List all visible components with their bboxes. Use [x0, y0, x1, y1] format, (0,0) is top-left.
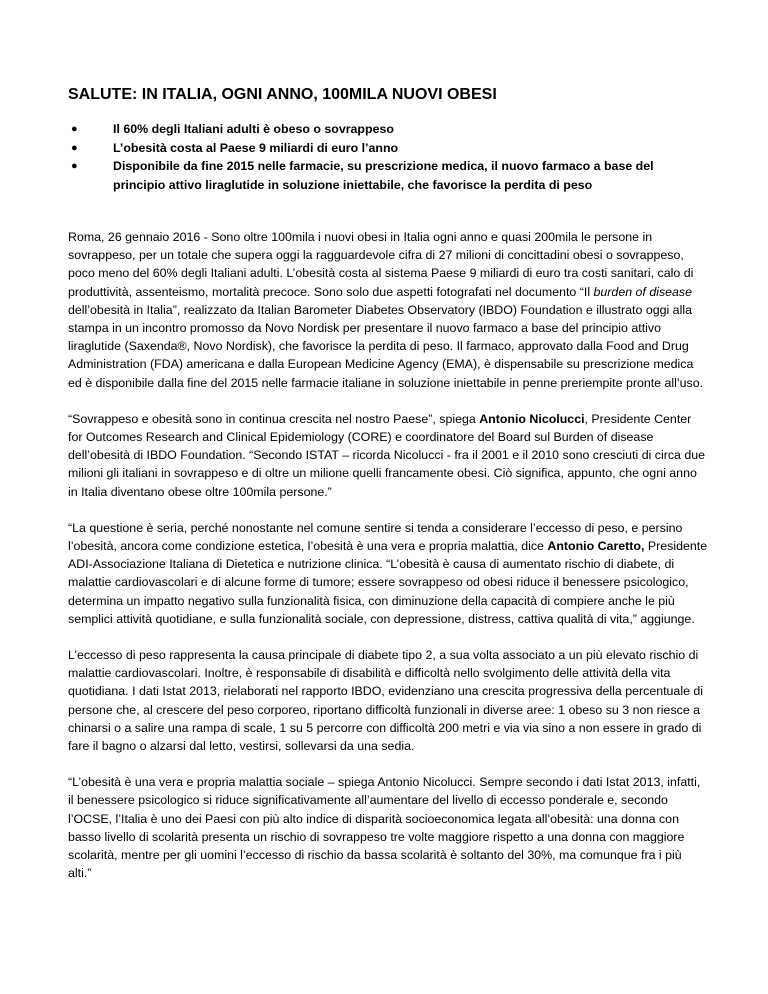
paragraph-disability: L’eccesso di peso rappresenta la causa principale di diabete tipo 2, a sua volta associato a un più elevato rischio di malattie cardiovascolari. Inoltre, è responsabile di disabilità e difficoltà nello svolgimento delle attività della vita quotidiana. I dati Istat 2013, rielaborati nel rapporto IBDO, evidenziano una crescita progressiva della percentuale di persone che, al crescere del peso corporeo, riportano difficoltà funzionali in diverse aree: 1 obeso su 3 non riesce a chinarsi o a salire una rampa di scale, 1 su 5 percorre con difficoltà 200 metri e via via sino a non essere in grado di fare il bagno o alzarsi dal letto, vestirsi, sollevarsi da una sedia.	[68, 648, 704, 754]
paragraph-text: Presidente ADI-Associazione Italiana di Dietetica e nutrizione clinica. “L’obesità è causa di aumentato rischio di diabete, di malattie cardiovascolari e di alcune forme di tumore; essere sovrappeso od obesi riduce il benessere psicologico, determina un impatto negativo sulla funzionalità fisica, con diminuzione della capacità di compiere anche le più semplici attività quotidiane, e sulla funzionalità sociale, con depressione, distress, cattiva qualità di vita,” aggiunge.	[68, 539, 708, 626]
bullet-icon: ●	[71, 141, 78, 154]
bullet-text: Il 60% degli Italiani adulti è obeso o sovrappeso	[113, 122, 394, 136]
document-title: SALUTE: IN ITALIA, OGNI ANNO, 100MILA NUOVI OBESI	[68, 86, 497, 103]
paragraph-text: dell’obesità in Italia”, realizzato da Italian Barometer Diabetes Observatory (IBDO) Foundation e illustrato oggi alla stampa in un incontro promosso da Novo Nordisk per presentare il nuovo farmaco a base del principio attivo liraglutide (Saxenda®, Novo Nordisk), che favorisce la perdita di peso. Il farmaco, approvato dalla Food and Drug Administration (FDA) americana e dalla European Medicine Agency (EMA), è dispensabile su prescrizione medica ed è disponibile dalla fine del 2015 nelle farmacie italiane in soluzione iniettabile in penne preriempite pronte all’uso.	[68, 302, 704, 390]
paragraph-text: “La questione è seria, perché nonostante nel comune sentire si tenda a considerare l’eccesso di peso, e persino l’obesità, ancora come condizione estetica, l’obesità è una vera e propria malattia, dice	[68, 520, 683, 554]
paragraph-text: , Presidente Center for Outcomes Research and Clinical Epidemiology (CORE) e coordinatore del Board sul Burden of disease dell’obesità di IBDO Foundation. “Secondo ISTAT – ricorda Nicolucci - fra il 2001 e il 2010 sono cresciuti di circa due milioni gli italiani in sovrappeso e di oltre un milione quelli francamente obesi. Ciò significa, appunto, che ogni anno in Italia diventano obese oltre 100mila persone.”	[68, 411, 706, 499]
paragraph-text: Roma, 26 gennaio 2016 - Sono oltre 100mila i nuovi obesi in Italia ogni anno e quasi 200mila le persone in sovrappeso, per un totale che supera oggi la ragguardevole cifra di 27 milioni di concittadini obesi o sovrappeso, poco meno del 60% degli Italiani adulti. L’obesità costa al sistema Paese 9 miliardi di euro tra costi sanitari, calo di produttività, assenteismo, mortalità precoce. Sono solo due aspetti fotografati nel documento “Il	[68, 230, 694, 299]
italic-term: burden of disease	[593, 284, 693, 299]
paragraph-nicolucci	[68, 410, 708, 501]
bullet-item	[68, 157, 708, 194]
person-name: Antonio Caretto,	[547, 539, 645, 554]
document-page	[68, 84, 708, 901]
bullet-item	[68, 139, 708, 158]
paragraph-social: “L’obesità è una vera e propria malattia sociale – spiega Antonio Nicolucci. Sempre secondo i dati Istat 2013, infatti, il benessere psicologico si riduce significativamente all’aumentare del livello di eccesso ponderale e, secondo l’OCSE, l’Italia è uno dei Paesi con più alto indice di disparità socioeconomica legata all’obesità: una donna con basso livello di scolarità presenta un rischio di sovrappeso tre volte maggiore rispetto a una donna con maggiore scolarità, mentre per gli uomini l’eccesso di rischio da bassa scolarità è soltanto del 30%, ma comunque fra i più alti.”	[68, 775, 701, 881]
person-name: Antonio Nicolucci	[479, 411, 585, 426]
bullet-item	[68, 120, 708, 139]
paragraph-caretto	[68, 519, 708, 628]
bullet-text: Disponibile da fine 2015 nelle farmacie, su prescrizione medica, il nuovo farmaco a base del principio attivo liraglutide in soluzione iniettabile, che favorisce la perdita di peso	[113, 159, 654, 192]
bullet-icon: ●	[71, 123, 78, 135]
bullet-list	[68, 120, 708, 194]
bullet-icon: ●	[71, 160, 78, 172]
paragraph-intro	[68, 228, 708, 392]
paragraph-text: “Sovrappeso e obesità sono in continua crescita nel nostro Paese”, spiega	[68, 411, 480, 426]
bullet-text: L’obesità costa al Paese 9 miliardi di euro l’anno	[113, 140, 399, 155]
